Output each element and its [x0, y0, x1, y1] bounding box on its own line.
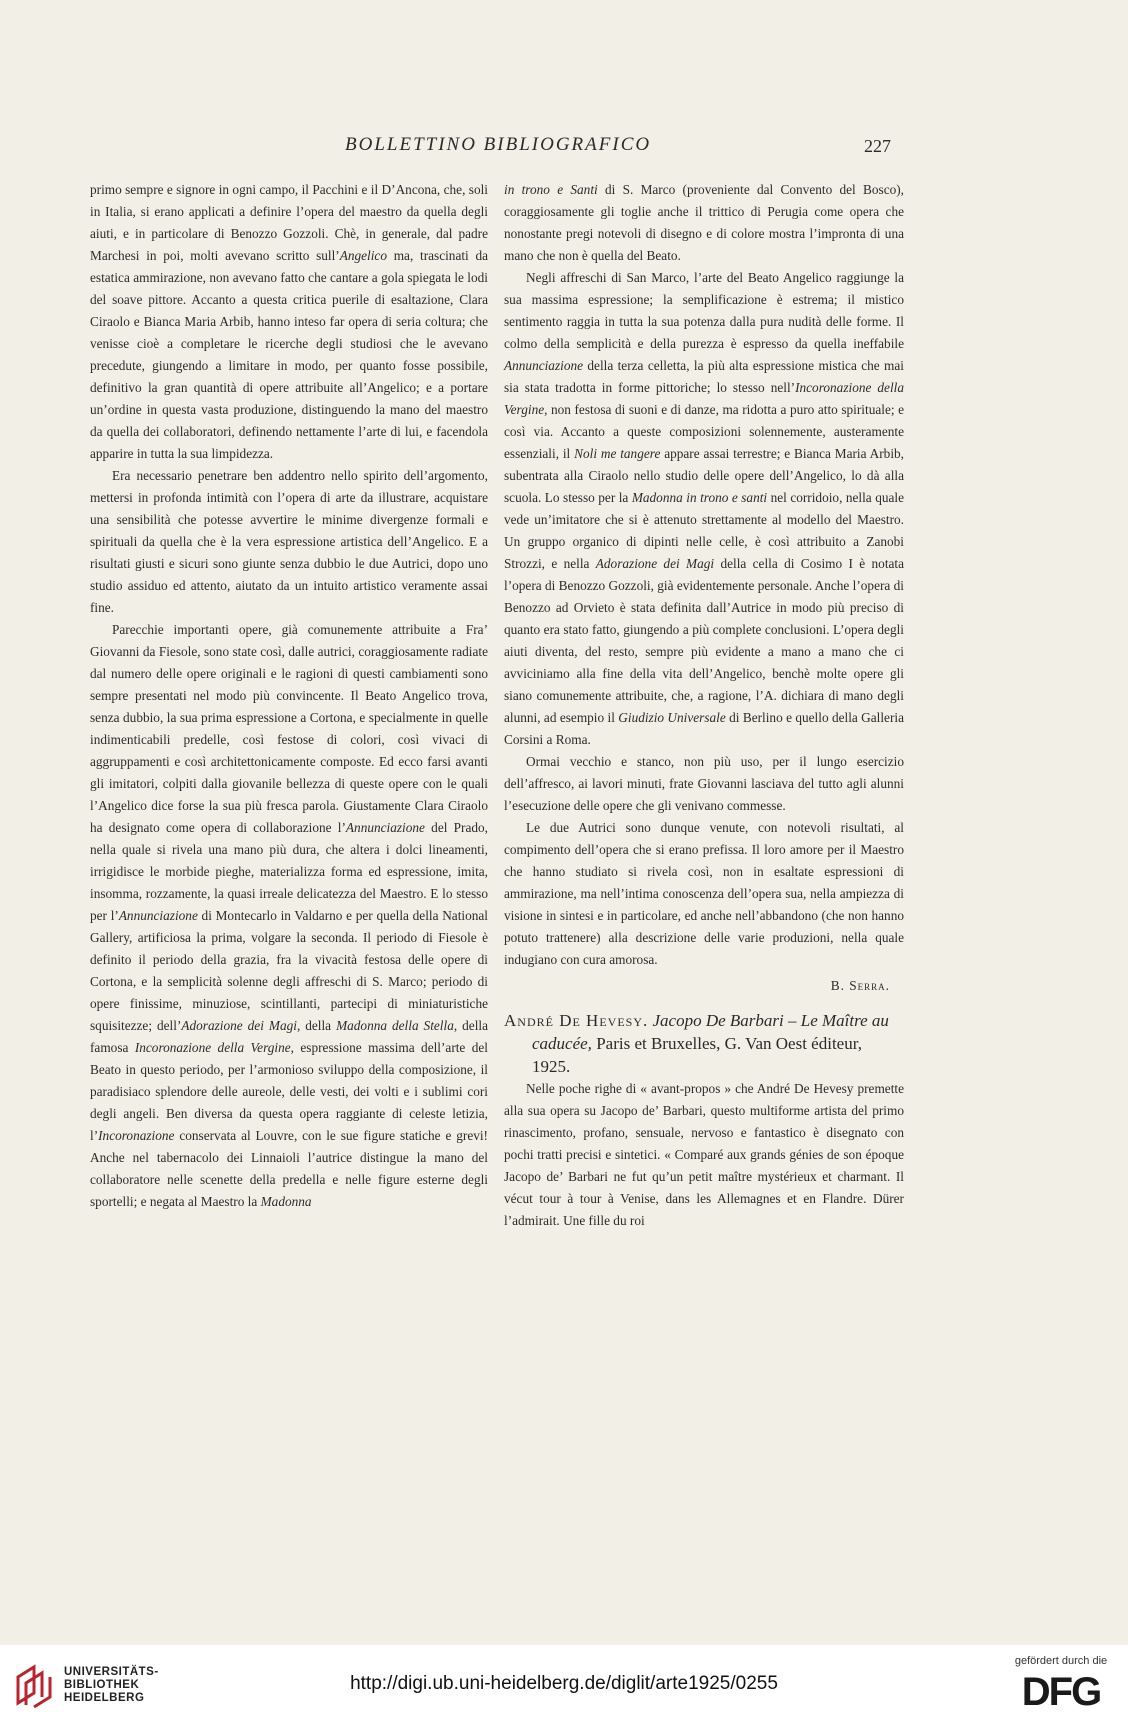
- italic-title: Annunciazione: [504, 358, 584, 373]
- library-name-line: UNIVERSITÄTS-: [64, 1666, 159, 1678]
- paragraph: Era necessario penetrare ben addentro nello spirito dell’argomento, mettersi in profonda intimità con l’opera di arte da illustrare, acquistare una sensibilità che potesse avvertire le minime divergenze formali e spirituali da quella che è la vera espressione artistica dell’Angelico. E a risultati giusti e sicuri sono giunte senza dubbio le due Autrici, dopo uno studio assiduo ed attento, aiutato da un intuito artistico veramente assai fine.: [90, 468, 488, 615]
- italic-title: Madonna della Stella: [336, 1018, 454, 1033]
- paragraph: [504, 267, 904, 751]
- library-name-line: HEIDELBERG: [64, 1692, 145, 1704]
- italic-title: in trono e Santi: [504, 182, 598, 197]
- text-run: nel corridoio, nella quale vede un’imitatore che si è attenuto strettamente al modello del Maestro. Un gruppo organico di dipinti nelle celle, è così attribuito a Zanobi Strozzi, e nella: [504, 490, 904, 571]
- text-run: Negli affreschi di San Marco, l’arte del Beato Angelico raggiunge la sua massima espressione; la semplificazione è estrema; il mistico sentimento raggia in tutta la sua potenza dalla pura nudità delle forme. Il colmo della semplicità e della purezza è espresso da quella ineffabile: [504, 270, 904, 351]
- italic-title: Incoronazione della Vergine: [134, 1040, 291, 1055]
- library-name-line: BIBLIOTHEK: [64, 1679, 140, 1691]
- paragraph: [90, 179, 488, 465]
- review-signature: B. Serra.: [830, 978, 890, 993]
- italic-title: Madonna: [260, 1194, 312, 1209]
- text-run: , non festosa di suoni e di danze, ma ridotta a puro atto spirituale; e così via. Accanto a queste composizioni solennemente, austeramente essenziali, il: [504, 402, 904, 461]
- review-title: Jacopo De Barbari – Le Maître au caducée,: [532, 1011, 889, 1053]
- review-publication: Paris et Bruxelles, G. Van Oest éditeur, 1925.: [532, 1034, 862, 1076]
- left-column: [90, 179, 488, 1213]
- paragraph: [90, 619, 488, 1213]
- footer: [0, 1645, 1128, 1725]
- funder-caption: gefördert durch die: [1014, 1655, 1108, 1667]
- text-run: , della: [296, 1018, 337, 1033]
- text-run: del Prado, nella quale si rivela una mano più dura, che altera i dolci lineamenti, irrigidisce le morbide pieghe, materializza forma ed espressione, imita, insomma, rozzamente, la quasi irreale delicatezza del Maestro. E lo stesso per l’: [90, 820, 488, 923]
- italic-title: Incoronazione: [98, 1128, 175, 1143]
- paragraph: [504, 179, 904, 267]
- source-url-link[interactable]: http://digi.ub.uni-heidelberg.de/diglit/arte1925/0255: [350, 1673, 778, 1694]
- italic-title: Incoronazione della Vergine: [504, 380, 904, 417]
- italic-title: Angelico: [339, 248, 387, 263]
- italic-title: Annunciazione: [345, 820, 425, 835]
- text-run: , della famosa: [90, 1018, 488, 1055]
- text-run: di Montecarlo in Valdarno e per quella della National Gallery, artificiosa la prima, volgare la seconda. Il periodo di Fiesole è definito il periodo della grazia, fra la vivacità festosa delle opere di Cortona, e la semplicità solenne degli affreschi di S. Marco; periodo di opere finissime, minuziose, scintillanti, partecipi di miniaturistiche squisitezze; dell’: [90, 908, 488, 1033]
- text-run: conservata al Louvre, con le sue figure statiche e grevi! Anche nel tabernacolo dei Linnaioli l’autrice distingue la mano del collaboratore nelle scenette della predella e nelle figure esterne degli sportelli; e negata al Maestro la: [90, 1128, 488, 1209]
- paragraph: Ormai vecchio e stanco, non più uso, per il lungo esercizio dell’affresco, ai lavori minuti, frate Giovanni lasciava del tutto agli alunni l’esecuzione delle opere che gli venivano commesse.: [504, 754, 904, 813]
- italic-title: Adorazione dei Magi: [181, 1018, 297, 1033]
- italic-title: Annunciazione: [118, 908, 198, 923]
- running-head: [0, 134, 1128, 162]
- text-run: di S. Marco (proveniente dal Convento del Bosco), coraggiosamente gli toglie anche il trittico di Perugia come opera che nonostante pregi notevoli di disegno e di colore mostra l’impronta di una mano che non è quella del Beato.: [504, 182, 904, 263]
- text-run: primo sempre e signore in ogni campo, il Pacchini e il D’Ancona, che, soli in Italia, si erano applicati a definire l’opera del maestro da quella degli aiuti, e in particolare di Benozzo Gozzoli. Chè, in generale, dal padre Marchesi in poi, molti avevano scritto sull’: [90, 182, 488, 263]
- italic-title: Giudizio Universale: [618, 710, 726, 725]
- page-number: 227: [864, 136, 891, 156]
- paragraph: Le due Autrici sono dunque venute, con notevoli risultati, al compimento dell’opera che si erano prefissa. Il loro amore per il Maestro che hanno studiato si rivela così, non in esaltate espressioni di ammirazione, ma nell’intima conoscenza dell’opera sua, nella ampiezza di visione in sintesi e in particolare, ed anche nell’abbandono (che non hanno potuto trattenere) alla descrizione delle varie produzioni, nella quale indugiano con cura amorosa.: [504, 820, 904, 967]
- paragraph: Nelle poche righe di « avant-propos » che André De Hevesy premette alla sua opera su Jacopo de’ Barbari, questo multiforme artista del primo rinascimento, profano, sensuale, nervoso e fantastico è disegnato con pochi tratti precisi e sintetici. « Comparé aux grands génies de son époque Jacopo de’ Barbari ne fut qu’un petit maître mystérieux et charmant. Il vécut tour à tour à Venise, dans les Allemagnes et en Flandre. Dürer l’admirait. Une fille du roi: [504, 1081, 904, 1228]
- funder-block: [1006, 1655, 1116, 1713]
- text-run: ma, trascinati da estatica ammirazione, non avevano fatto che cantare a gola spiegata le lodi del soave pittore. Accanto a questa critica puerile di esaltazione, Clara Ciraolo e Bianca Maria Arbib, hanno inteso far opera di seria coltura; che venisse cioè a completare le ricerche degli studiosi che le avevano precedute, giungendo a limitare in modo, per quanto fosse possibile, definitivo la gran quantità di opere attribuite all’Angelico; e a portare un’ordine in questa vasta produzione, distinguendo la mano del maestro da quella dei collaboratori, definendo nettamente l’arte di lui, e facendola apparire in tutta la sua limpidezza.: [90, 248, 489, 461]
- running-title: BOLLETTINO BIBLIOGRAFICO: [345, 134, 652, 155]
- text-run: Parecchie importanti opere, già comunemente attribuite a Fra’ Giovanni da Fiesole, sono state così, dalle autrici, coraggiosamente radiate dal numero delle opere originali e le ragioni di questi cambiamenti sono sempre presentati nel modo più convincente. Il Beato Angelico trova, senza dubbio, la sua prima espressione a Cortona, e specialmente in quelle indimenticabili predelle, così festose di colori, così vivaci di aggruppamenti e così architettonicamente composte. Ed ecco farsi avanti gli imitatori, colpiti dalla giovanile bellezza di queste opere con le quali l’Angelico dice forse la sua più fresca parola. Giustamente Clara Ciraolo ha designato come opera di collaborazione l’: [90, 622, 488, 835]
- text-run: della cella di Cosimo I è notata l’opera di Benozzo Gozzoli, già evidentemente personale. Anche l’opera di Benozzo ad Orvieto è stata definita dall’Autrice in modo più preciso di quanto era stato fatto, giungendo a più complete conclusioni. L’opera degli aiuti diventa, del resto, sempre più evidente a mano a mano che ci avviciniamo alla fine della vita dell’Angelico, benchè molte opere gli siano comunemente attribuite, che, a ragione, l’A. dichiara di mano degli alunni, ad esempio il: [504, 556, 905, 725]
- dfg-logo: DFG: [1021, 1670, 1101, 1714]
- text-run: della terza celletta, la più alta espressione mistica che mai sia stata tradotta in forme pittoriche; lo stesso nell’: [504, 358, 904, 395]
- review-author: André De Hevesy.: [504, 1011, 649, 1030]
- text-run: appare assai terrestre; e Bianca Maria Arbib, subentrata alla Ciraolo nello studio delle opere dell’Angelico, lo dà alla scuola. Lo stesso per la: [504, 446, 904, 505]
- text-run: di Berlino e quello della Galleria Corsini a Roma.: [504, 710, 904, 747]
- review-heading: [504, 1009, 904, 1078]
- italic-title: Adorazione dei Magi: [595, 556, 715, 571]
- italic-title: Noli me tangere: [574, 446, 661, 461]
- right-column: [504, 179, 904, 1232]
- italic-title: Madonna in trono e santi: [631, 490, 768, 505]
- text-run: , espressione massima dell’arte del Beato in questo periodo, per l’armonioso sviluppo della composizione, il paradisiaco splendore delle aureole, delle vesti, dei volti e i sublimi cori degli angeli. Ben diversa da questa opera raggiante di celeste letizia, l’: [90, 1040, 488, 1143]
